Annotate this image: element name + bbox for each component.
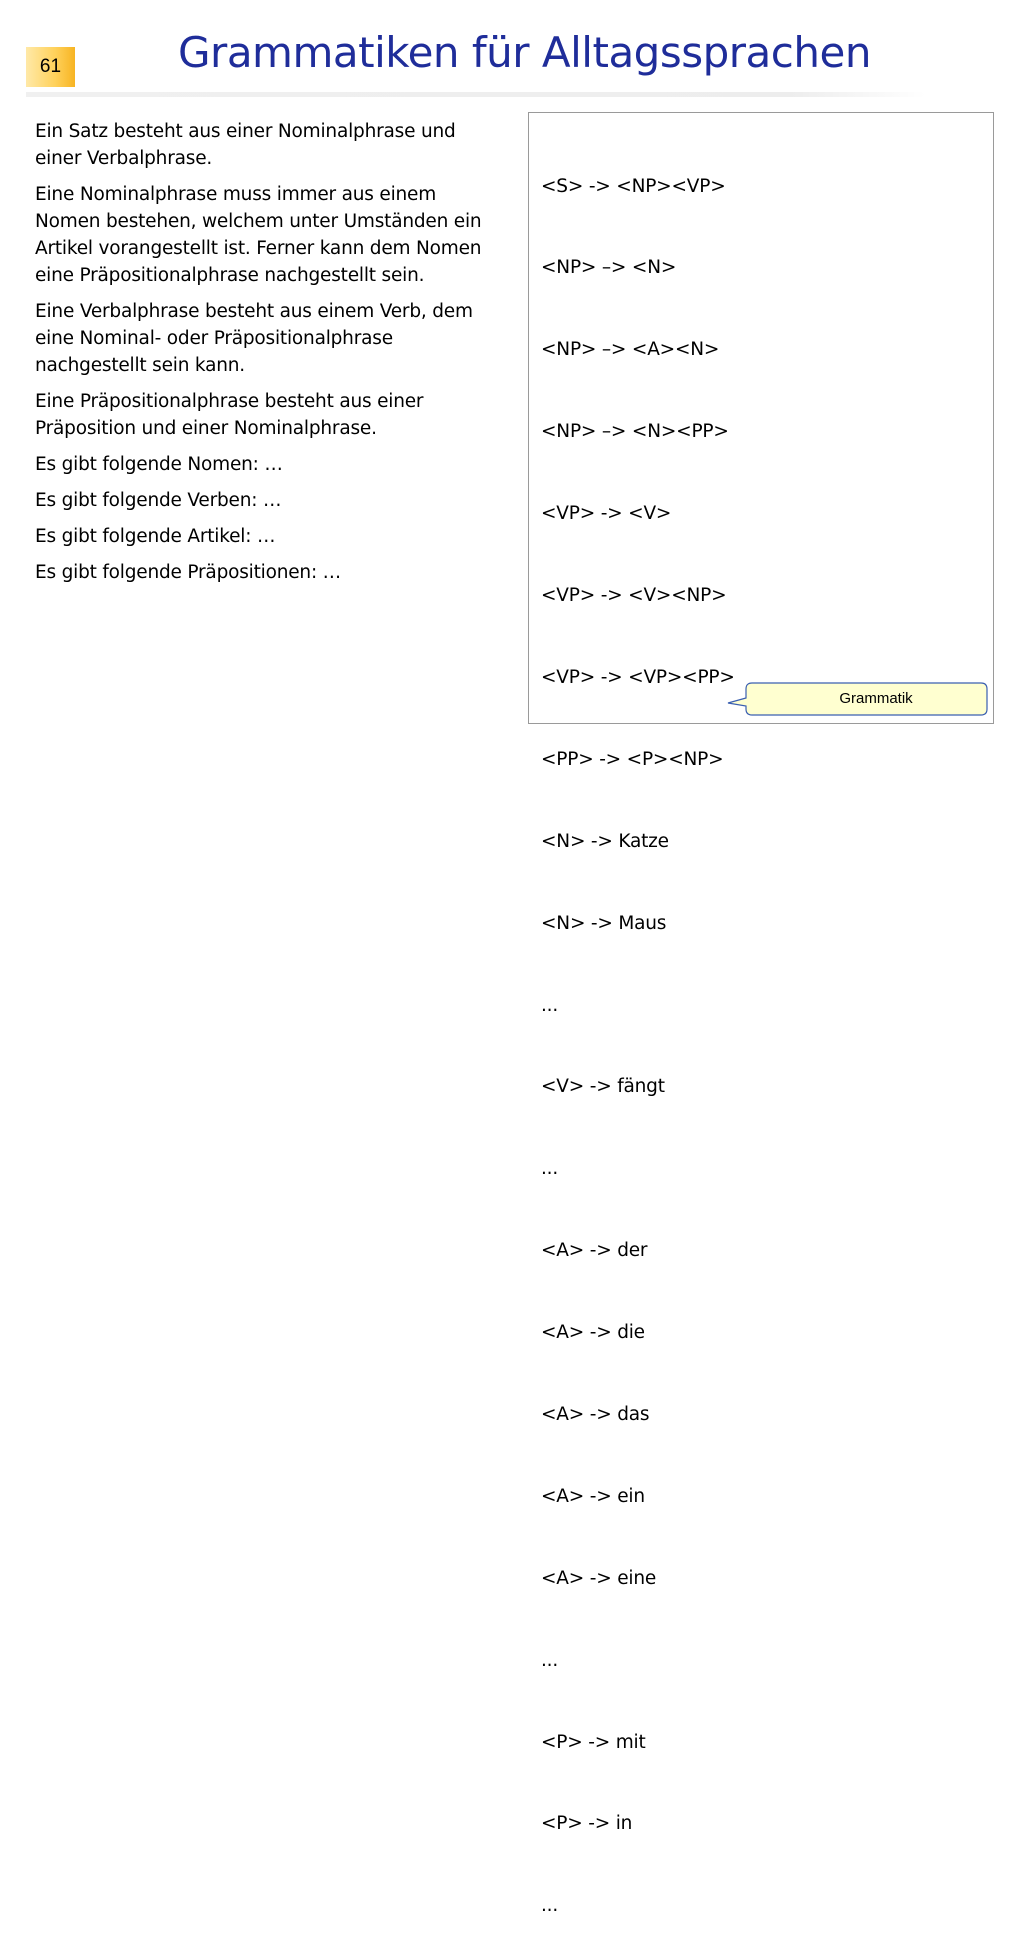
description-paragraph: Es gibt folgende Verben: … [35, 490, 282, 511]
grammar-rule: ... [541, 1158, 559, 1180]
grammar-rule: <P> -> in [541, 1813, 633, 1835]
description-paragraph: Eine Nominalphrase muss immer aus einem Nomen bestehen, welchem unter Umständen ein Artikel vorangestellt ist. Ferner kann dem Nomen eine Präpositionalphrase nachgestellt sein. [35, 184, 482, 286]
grammar-rule: <PP> -> <P><NP> [541, 748, 724, 770]
description-paragraph: Ein Satz besteht aus einer Nominalphrase und einer Verbalphrase. [35, 121, 456, 169]
grammar-rule: <A> -> ein [541, 1485, 645, 1507]
grammar-rule: <A> -> die [541, 1322, 645, 1344]
grammar-rule: <N> -> Katze [541, 830, 669, 852]
grammar-rule: <VP> -> <V><NP> [541, 585, 727, 607]
grammar-rule: <N> -> Maus [541, 912, 667, 934]
grammar-rule: <VP> -> <V> [541, 503, 672, 525]
grammar-rule: <P> -> mit [541, 1731, 646, 1753]
grammar-rule: ... [541, 1649, 559, 1671]
slide-title: Grammatiken für Alltagssprachen [178, 28, 871, 77]
grammar-rule: <NP> –> <N><PP> [541, 421, 729, 443]
grammar-rule: <A> -> der [541, 1240, 648, 1262]
grammar-rule: <NP> –> <N> [541, 257, 677, 279]
description-paragraph: Eine Präpositionalphrase besteht aus einer Präposition und einer Nominalphrase. [35, 391, 424, 439]
title-divider [26, 92, 926, 97]
grammar-rule: <NP> –> <A><N> [541, 339, 720, 361]
grammar-rule: <V> -> fängt [541, 1076, 665, 1098]
grammatik-callout [726, 682, 988, 716]
grammar-rule: <A> -> eine [541, 1567, 657, 1589]
description-paragraph: Es gibt folgende Artikel: … [35, 526, 276, 547]
grammar-rule: ... [541, 1895, 559, 1917]
page-number: 61 [39, 56, 62, 77]
description-column [35, 118, 505, 595]
callout-label: Grammatik [839, 690, 913, 707]
grammar-rules-list [541, 118, 735, 1947]
grammar-rule: <VP> -> <VP><PP> [541, 666, 735, 688]
description-paragraph: Eine Verbalphrase besteht aus einem Verb, dem eine Nominal- oder Präpositionalphrase nachgestellt sein kann. [35, 301, 473, 376]
description-paragraph: Es gibt folgende Nomen: … [35, 454, 283, 475]
grammar-rule: ... [541, 994, 559, 1016]
grammar-rule: <A> -> das [541, 1403, 650, 1425]
page-number-badge [26, 47, 75, 87]
grammar-rule: <S> -> <NP><VP> [541, 175, 726, 197]
description-paragraph: Es gibt folgende Präpositionen: … [35, 562, 341, 583]
